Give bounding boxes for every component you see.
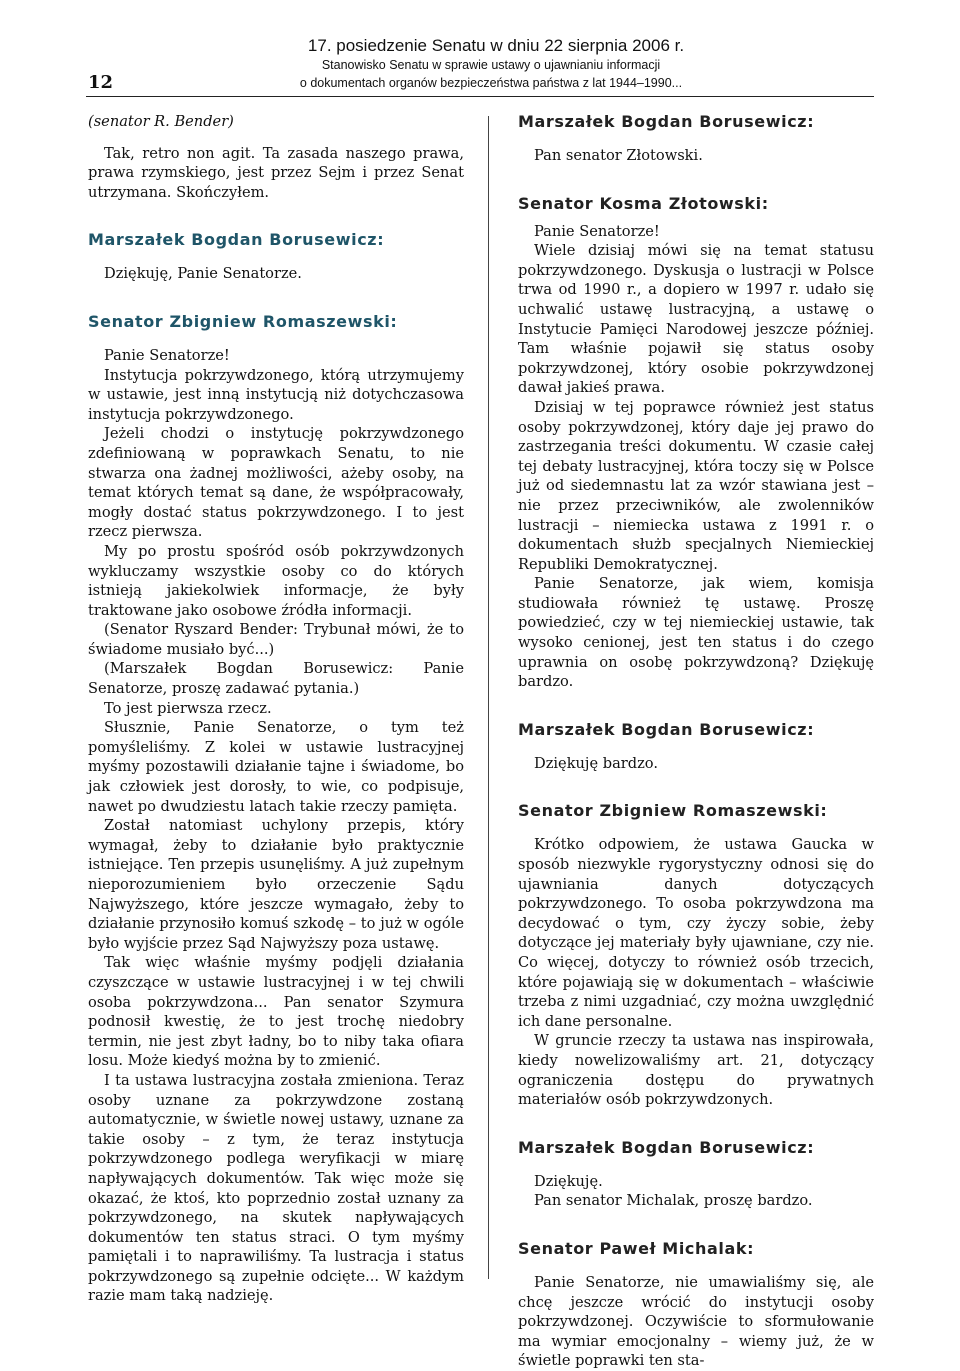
paragraph: Panie Senatorze! [534,222,660,240]
speaker-heading: Marszałek Bogdan Borusewicz: [518,112,815,131]
speaker-heading: Marszałek Bogdan Borusewicz: [518,1137,815,1157]
right-column [518,112,874,1371]
left-column [88,112,464,1306]
page-number: 12 [88,72,114,93]
paragraph: Panie Senatorze, nie umawialiśmy się, ale chcę jeszcze wrócić do instytucji osoby pokrzywdzonej. Oczywiście to sformułowanie ma wymiar emocjonalny – wiemy już, że w świetle poprawki ten sta- [518,1273,874,1370]
speaker-heading: Marszałek Bogdan Borusewicz: [518,719,815,739]
paragraph: (Marszałek Bogdan Borusewicz: Panie Senatorze, proszę zadawać pytania.) [88,660,464,698]
page-header [86,36,874,94]
speaker-heading: Senator Zbigniew Romaszewski: [88,311,398,331]
paragraph: (Senator Ryszard Bender: Trybunał mówi, że to świadome musiało być...) [88,621,464,658]
paragraph: Wiele dzisiaj mówi się na temat statusu pokrzywdzonego. Dyskusja o lustracji w Polsce trwa od 1990 r., a dopiero w 1997 r. udało się uchwalić ustawę lustracyjną, a ustawę o Instytucie Pamięci Narodowej jeszcze później. Tam właśnie pojawił się status osoby pokrzywdzonej, który osobie pokrzywdzonej dawał jakieś prawa. [518,242,874,397]
speaker-heading: Senator Zbigniew Romaszewski: [518,801,828,821]
paragraph: Tak więc właśnie myśmy podjęli działania czyszczące w ustawie lustracyjnej i w tej chwili osoba pokrzywdzona... Pan senator Szymura podnosił kwestię, że to jest trochę niedobry termin, nie jest zbyt ładny, bo to niby taka ofiara losu. Może kiedyś można by to zmienić. [88,954,464,1070]
paragraph: To jest pierwsza rzecz. [104,699,272,717]
paragraph: Jeżeli chodzi o instytucję pokrzywdzonego zdefiniowaną w poprawkach Senatu, to nie stwarza ona żadnej możliwości, ażeby osoby, na temat których temat są dane, że współpracowały, mogły dostać status pokrzywdzonego. I to jest rzecz pierwsza. [88,425,464,541]
paragraph: Tak, retro non agit. Ta zasada naszego prawa, prawa rzymskiego, jest przez Sejm i przez Senat utrzymana. Skończyłem. [88,144,464,201]
header-subtitle-line2: o dokumentach organów bezpieczeństwa państwa z lat 1944–1990... [299,76,683,90]
paragraph: Został natomiast uchylony przepis, który wymagał, żeby to działanie było praktycznie istniejące. Ten przepis usunęliśmy. A już zupełnym nieporozumieniem było orzeczenie Sądu Najwyższego, które jeszcze wymagało, żeby to działanie przynosiło komuś szkodę – to już w ogóle było wyjście przez Sąd Najwyższy poza ustawę. [88,817,464,952]
paragraph: My po prostu spośród osób pokrzywdzonych wykluczamy wszystkie osoby co do których istnieją jakiekolwiek informacje, że były traktowane jako osobowe źródła informacji. [88,542,464,619]
speaker-heading: Senator Paweł Michalak: [518,1238,755,1258]
speaker-note: (senator R. Bender) [88,113,234,130]
paragraph: Słusznie, Panie Senatorze, o tym też pomyśleliśmy. Z kolei w ustawie lustracyjnej myśmy pozostawili działanie tajne i świadome, bo jak człowiek jest dorosły, to wie, co podpisuje, nawet po dwudziestu latach takie rzeczy pamięta. [88,719,464,815]
paragraph: Instytucja pokrzywdzonego, którą utrzymujemy w ustawie, jest inną instytucją niż dotychczasowa instytucja pokrzywdzonego. [88,366,464,423]
paragraph: I ta ustawa lustracyjna została zmieniona. Teraz osoby uznane za pokrzywdzone zostaną automatycznie, w świetle nowej ustawy, uznane za takie osoby – z tym, że teraz instytucja pokrzywdzonego podlega weryfikacji w miarę napływających dokumentów. Tak więc może się okazać, że ktoś, kto poprzednio został uznany za pokrzywdzonego, na skutek napływających dokumentów ten status straci. O tym myśmy pamiętali i to naprawiliśmy. Ta lustracja i status pokrzywdzonego są zupełnie odcięte... W każdym razie mam taką nadzieję. [88,1071,464,1305]
paragraph: Dziękuję bardzo. [534,754,658,772]
paragraph: Dziękuję, Panie Senatorze. [104,265,302,283]
header-subtitle-line1: Stanowisko Senatu w sprawie ustawy o ujawnianiu informacji [321,58,661,72]
paragraph: Pan senator Złotowski. [534,147,703,164]
paragraph: Dzisiaj w tej poprawce również jest status osoby pokrzywdzonej, który daje jej prawo do zastrzegania treści dokumentu. W czasie całej tej debaty lustracyjnej, która toczy się w Polsce już od siedemnastu lat za wzór stawiana jest – nie przez przeciwników, ale zwolenników lustracji – niemiecka ustawa z 1991 r. o dokumentach służb specjalnych Niemieckiej Republiki Demokratycznej. [518,398,874,573]
paragraph: Panie Senatorze, jak wiem, komisja studiowała również tę ustawę. Proszę powiedzieć, czy w tej niemieckiej ustawie, tak wysoko cenionej, jest ten status i do czego uprawnia on osobę pokrzywdzoną? Dziękuję bardzo. [518,575,874,691]
paragraph: Dziękuję. [534,1172,603,1190]
paragraph: Krótko odpowiem, że ustawa Gaucka w sposób niezwykle rygorystyczny odnosi się do ujawniania danych dotyczących pokrzywdzonego. To osoba pokrzywdzona ma decydować o tym, czy życzy sobie, żeby dotyczące jej materiały były ujawniane, czy nie. Co więcej, dotyczy to również osób trzecich, które pojawiają się w dokumentach – właściwie trzeba z nimi uzgadniać, czy można uwzględnić ich dane personalne. [518,836,874,1030]
speaker-heading: Senator Kosma Złotowski: [518,193,769,213]
paragraph: Pan senator Michalak, proszę bardzo. [534,1192,813,1210]
header-title: 17. posiedzenie Senatu w dniu 22 sierpnia 2006 r. [307,36,685,55]
header-rule [86,96,874,97]
paragraph: Panie Senatorze! [104,346,230,364]
speaker-heading: Marszałek Bogdan Borusewicz: [88,230,385,250]
column-divider [488,116,489,1279]
paragraph: W gruncie rzeczy ta ustawa nas inspirowała, kiedy nowelizowaliśmy art. 21, dotyczący ograniczenia dostępu do prywatnych materiałów osób pokrzywdzonych. [518,1032,874,1109]
